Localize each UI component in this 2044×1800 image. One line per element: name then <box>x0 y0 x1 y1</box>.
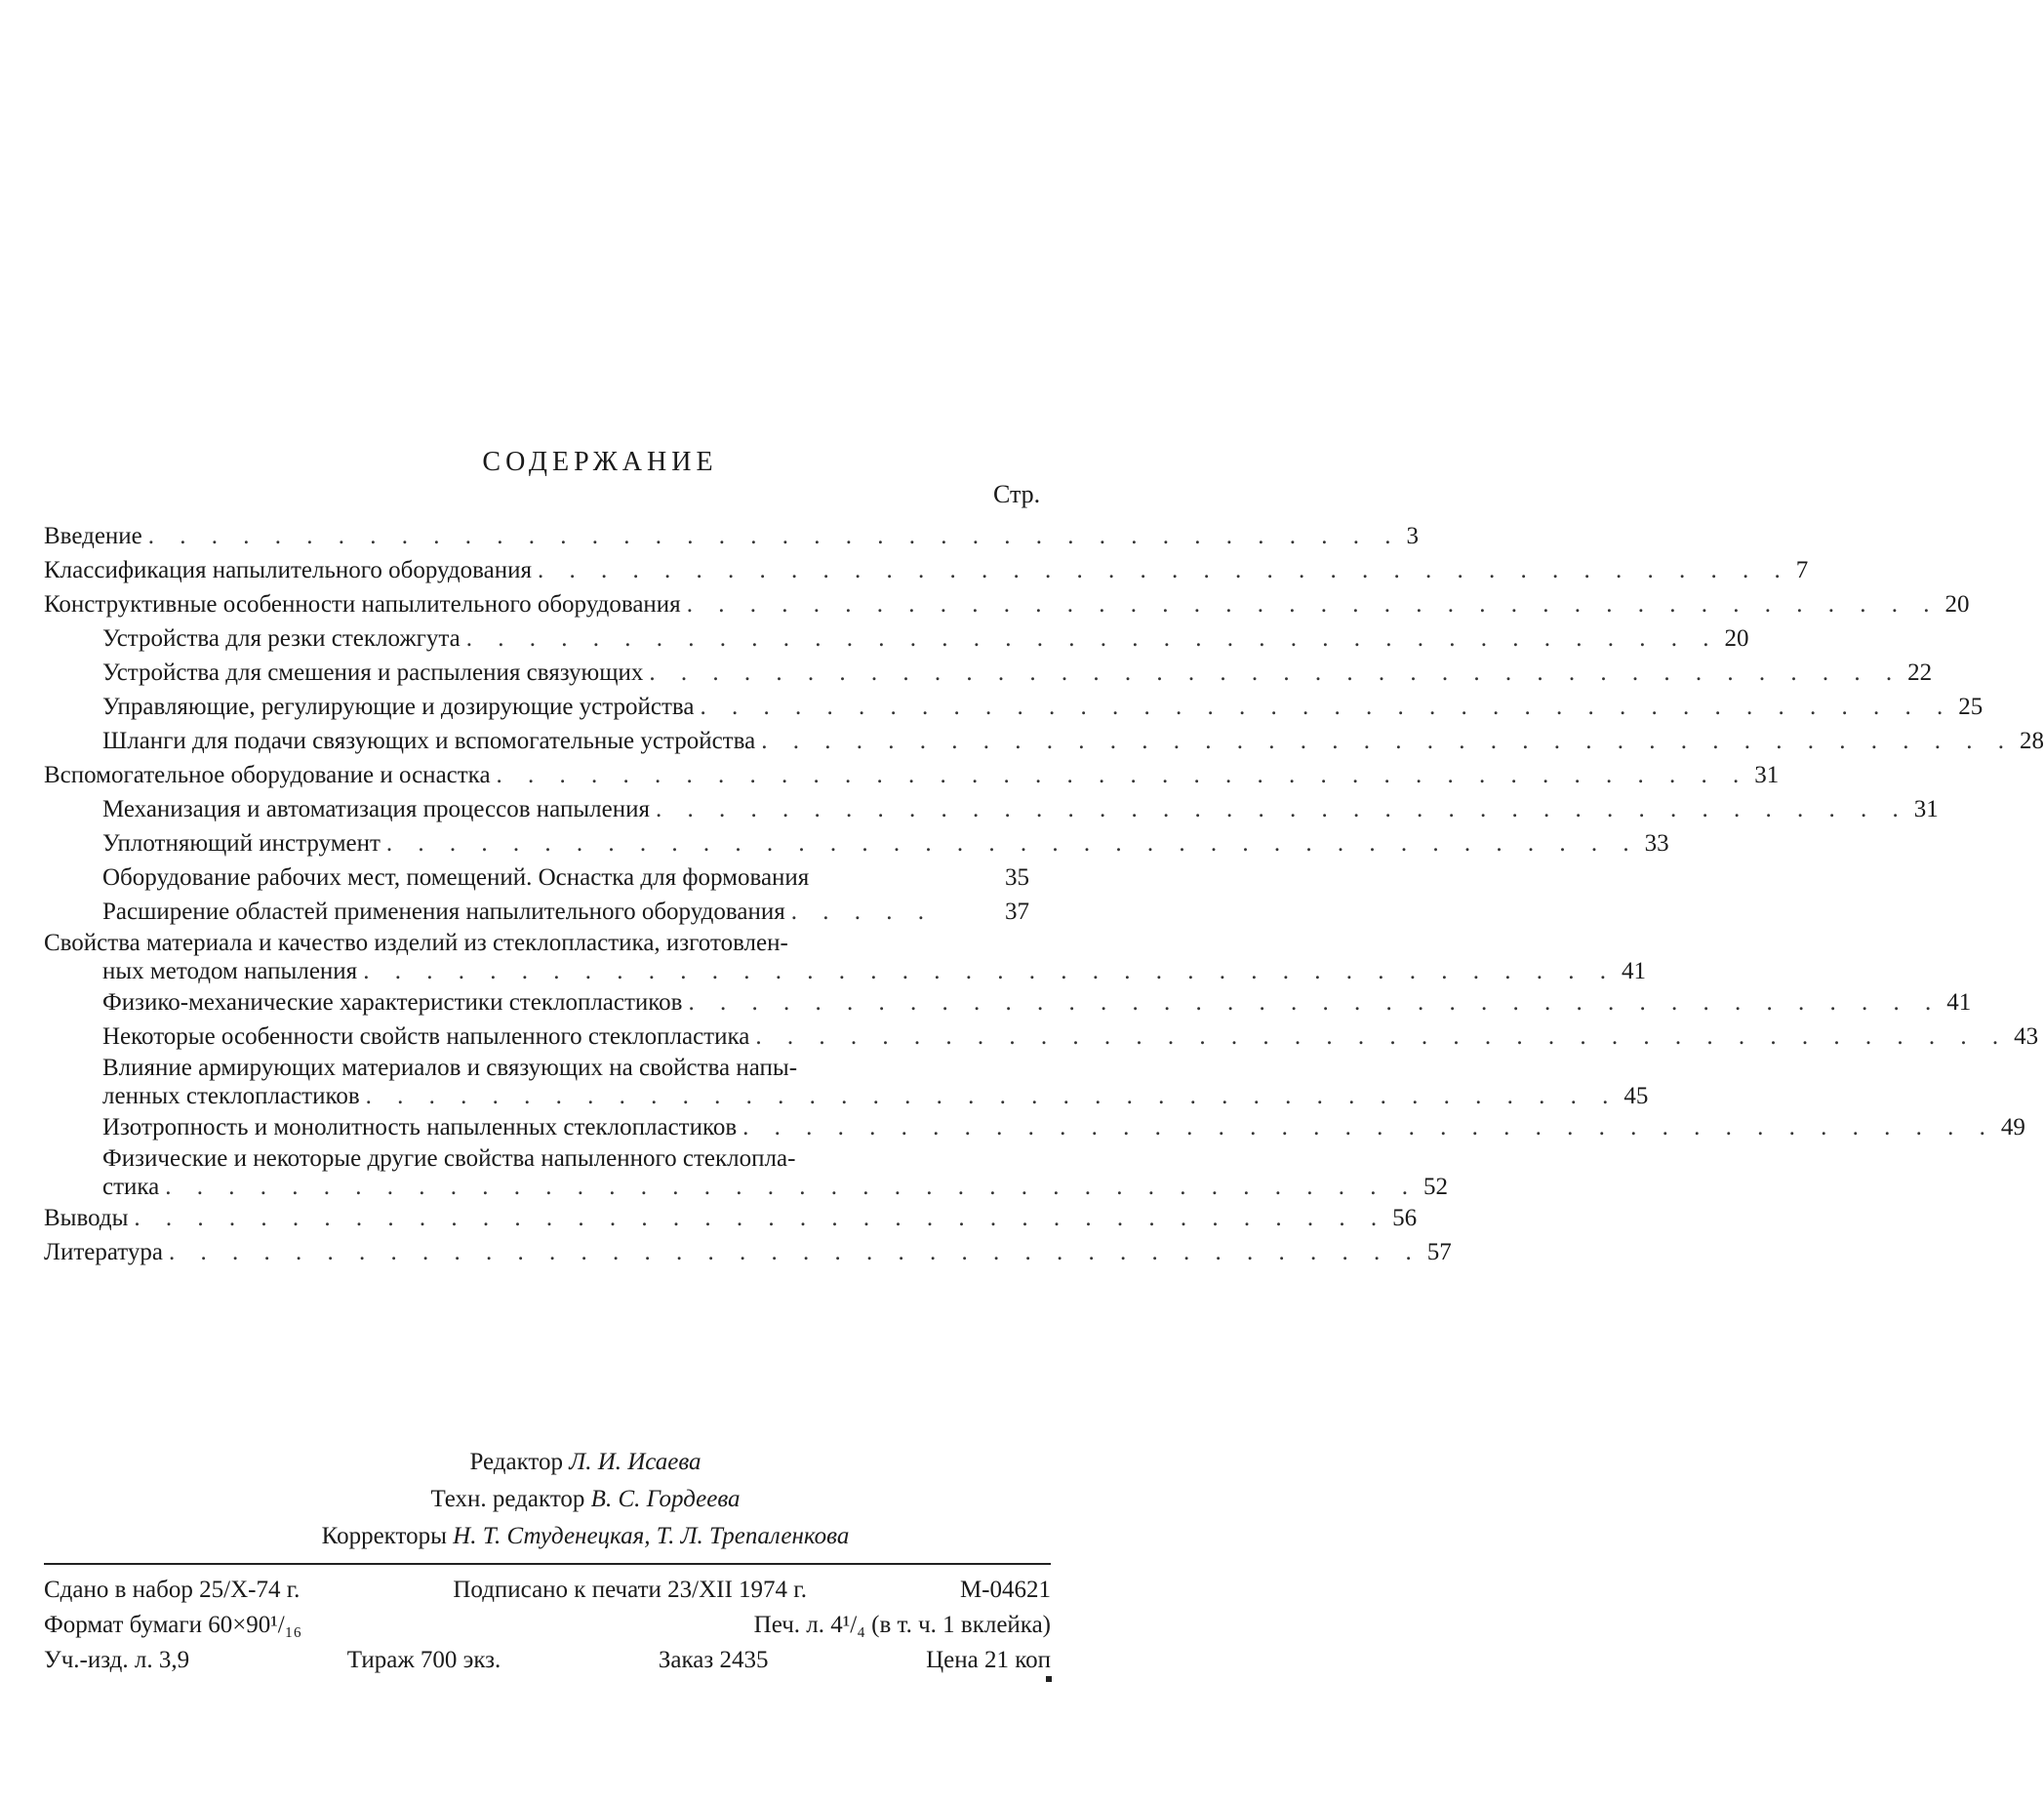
toc-entry-title: Устройства для смешения и распыления связующих <box>102 660 644 686</box>
tech-editor-line <box>0 1481 1171 1518</box>
price: Цена 21 коп <box>926 1647 1051 1673</box>
toc-entry-title-continued: ных методом напыления <box>102 958 358 984</box>
toc-entry-page: 33 <box>1644 830 1669 857</box>
toc-subentry <box>44 621 1749 656</box>
credits-block <box>0 1444 1171 1555</box>
toc-leader-dots: . . . . . . . . . . . . . . . . . . . . . . . . . . . . . . . . . . . . . . . . <box>363 958 1616 984</box>
toc-entry-title: Классификация напылительного оборудования <box>44 557 532 583</box>
toc-entry-page: 41 <box>1946 989 1972 1016</box>
toc-entry-page: 49 <box>2000 1114 2025 1140</box>
toc-leader-dots: . . . . . . . . . . . . . . . . . . . . . . . . . . . . . . . . . . . . . . . . <box>147 523 1401 549</box>
toc-entry-page: 57 <box>1426 1239 1452 1265</box>
toc-leader-dots: . . . . . . . . . . . . . . . . . . . . . . . . . . . . . . . . . . . . . . . . <box>537 557 1790 583</box>
table-of-contents <box>44 519 2044 1269</box>
toc-entry-page: 43 <box>2014 1023 2039 1050</box>
proofreaders-names: Н. Т. Студенецкая, Т. Л. Трепаленкова <box>453 1523 850 1549</box>
toc-leader-dots: . . . . . . . . . . . . . . . . . . . . . . . . . . . . . . . . . . . . . . . . <box>649 660 1903 686</box>
imprint-row <box>44 1573 1051 1608</box>
toc-leader-dots: . . . . . . . . . . . . . . . . . . . . . . . . . . . . . . . . . . . . . . . . <box>134 1205 1387 1231</box>
toc-subentry <box>44 985 1972 1020</box>
toc-subentry <box>44 656 1933 690</box>
toc-entry-title: Конструктивные особенности напылительного оборудования <box>44 591 681 618</box>
proofreaders-line <box>0 1518 1171 1555</box>
toc-entry-title: Влияние армирующих материалов и связующих на свойства напы- <box>102 1055 798 1081</box>
toc-entry-title: Расширение областей применения напылительного оборудования <box>102 899 785 925</box>
order-number: Заказ 2435 <box>658 1647 769 1673</box>
toc-entry-title-continued: ленных стеклопластиков <box>102 1083 360 1109</box>
toc-entry-title: Управляющие, регулирующие и дозирующие устройства <box>102 694 695 720</box>
toc-entry-page: 7 <box>1795 557 1809 583</box>
license-code: М-04621 <box>959 1577 1051 1603</box>
toc-entry-title: Некоторые особенности свойств напыленного стеклопластика <box>102 1023 750 1050</box>
toc-entry <box>44 929 1646 985</box>
toc-leader-dots: . . . . . . . . . . . . . . . . . . . . . . . . . . . . . . . . . . . . . . . . <box>688 989 1942 1016</box>
toc-entry-page: 22 <box>1907 660 1933 686</box>
toc-leader-dots: . . . . . . . . . . . . . . . . . . . . . . . . . . . . . . . . . . . . . . . . <box>742 1114 1995 1140</box>
toc-entry-title: Введение <box>44 523 142 549</box>
toc-entry-title: Оборудование рабочих мест, помещений. Оснастка для формования <box>102 864 810 891</box>
toc-entry <box>44 1235 1452 1269</box>
toc-entry-title: Физико-механические характеристики стеклопластиков <box>102 989 683 1016</box>
toc-leader-dots: . . . . . . . . . . . . . . . . . . . . . . . . . . . . . . . . . . . . . . . . <box>686 591 1940 618</box>
toc-entry-page: 20 <box>1944 591 1970 618</box>
toc-entry-title-continued: стика <box>102 1174 160 1200</box>
toc-leader-dots: . . . . . . . . . . . . . . . . . . . . . . . . . . . . . . . . . . . . . . . . <box>761 728 2014 754</box>
toc-leader-dots: . . . . . . . . . . . . . . . . . . . . . . . . . . . . . . . . . . . . . . . . <box>165 1174 1419 1200</box>
toc-entry-title: Вспомогательное оборудование и оснастка <box>44 762 491 788</box>
imprint-row <box>44 1643 1051 1678</box>
toc-entry-page: 25 <box>1958 694 1984 720</box>
toc-subentry <box>44 895 1029 929</box>
editor-label: Редактор <box>469 1449 564 1475</box>
toc-page-column-header: Стр. <box>993 480 1041 508</box>
imprint-row <box>44 1608 1051 1643</box>
toc-subentry <box>44 724 2044 758</box>
paper-format: Формат бумаги 60×90¹/₁₆ <box>44 1612 302 1638</box>
toc-entry-title: Устройства для резки стекложгута <box>102 625 461 652</box>
imprint-divider <box>44 1563 1051 1565</box>
toc-leader-dots: . . . . . . . . . . . . . . . . . . . . . . . . . . . . . . . . . . . . . . . . <box>385 830 1639 857</box>
toc-entry-page: 3 <box>1406 523 1420 549</box>
toc-entry-page: 37 <box>1005 899 1029 925</box>
publisher-sheets: Уч.-изд. л. 3,9 <box>44 1647 190 1673</box>
toc-entry-page: 31 <box>1754 762 1780 788</box>
toc-leader-dots: . . . . . . . . . . . . . . . . . . . . . . . . . . . . . . . . . . . . . . . . <box>700 694 1953 720</box>
toc-leader-dots: . . . . . . . . . . . . . . . . . . . . . . . . . . . . . . . . . . . . . . . . <box>465 625 1719 652</box>
toc-leader-dots: . . . . . . . . . . . . . . . . . . . . . . . . . . . . . . . . . . . . . . . . <box>169 1239 1422 1265</box>
toc-entry-page: 56 <box>1392 1205 1418 1231</box>
toc-entry-page: 28 <box>2019 728 2044 754</box>
toc-leader-dots: . . . . . . . . . . . . . . . . . . . . . . . . . . . . . . . . . . . . . . . . <box>655 796 1908 822</box>
editor-line <box>0 1444 1171 1481</box>
toc-entry <box>44 553 1809 587</box>
toc-leader-dots: . . . . . . . . . . . . . . . . . . . . . . . . . . . . . . . . . . . . . . . . <box>365 1083 1619 1109</box>
toc-entry-page: 45 <box>1623 1083 1649 1109</box>
toc-subentry <box>44 1054 1649 1110</box>
toc-subentry <box>44 1110 2025 1144</box>
toc-leader-dots: . . . . . <box>790 899 934 925</box>
toc-entry-title: Выводы <box>44 1205 129 1231</box>
toc-entry-page: 52 <box>1423 1174 1449 1200</box>
signed-for-print: Подписано к печати 23/XII 1974 г. <box>453 1577 807 1603</box>
toc-subentry <box>44 792 1939 826</box>
toc-entry <box>44 1201 1418 1235</box>
proofreaders-label: Корректоры <box>321 1523 447 1549</box>
tech-editor-label: Техн. редактор <box>430 1486 585 1512</box>
toc-title: СОДЕРЖАНИЕ <box>482 447 718 477</box>
toc-entry-title: Механизация и автоматизация процессов напыления <box>102 796 650 822</box>
toc-entry-page: 35 <box>1005 864 1029 891</box>
toc-entry-title: Изотропность и монолитность напыленных стеклопластиков <box>102 1114 738 1140</box>
toc-subentry <box>44 860 1029 895</box>
toc-entry-title: Уплотняющий инструмент <box>102 830 381 857</box>
toc-entry-title: Свойства материала и качество изделий из стеклопластика, изготовлен- <box>44 930 788 956</box>
typeset-date: Сдано в набор 25/X-74 г. <box>44 1577 301 1603</box>
toc-leader-dots: . . . . . . . . . . . . . . . . . . . . . . . . . . . . . . . . . . . . . . . . <box>755 1023 2009 1050</box>
toc-subentry <box>44 826 1669 860</box>
imprint-block <box>44 1573 1051 1678</box>
toc-entry-title: Литература <box>44 1239 163 1265</box>
print-run: Тираж 700 экз. <box>346 1647 501 1673</box>
printed-sheets: Печ. л. 4¹/₄ (в т. ч. 1 вклейка) <box>753 1612 1051 1638</box>
toc-subentry <box>44 1144 1449 1201</box>
toc-entry-title: Шланги для подачи связующих и вспомогательные устройства <box>102 728 756 754</box>
toc-entry-page: 20 <box>1724 625 1749 652</box>
toc-entry <box>44 587 1970 621</box>
toc-entry-page: 31 <box>1913 796 1939 822</box>
toc-entry-page: 41 <box>1621 958 1646 984</box>
toc-subentry <box>44 690 1984 724</box>
tech-editor-name: В. С. Гордеева <box>590 1486 741 1512</box>
toc-entry-title: Физические и некоторые другие свойства напыленного стеклопла- <box>102 1145 796 1172</box>
toc-subentry <box>44 1020 2039 1054</box>
editor-name: Л. И. Исаева <box>569 1449 701 1475</box>
print-mark <box>1046 1676 1052 1682</box>
toc-leader-dots: . . . . . . . . . . . . . . . . . . . . . . . . . . . . . . . . . . . . . . . . <box>496 762 1749 788</box>
toc-entry <box>44 758 1780 792</box>
toc-entry <box>44 519 1420 553</box>
